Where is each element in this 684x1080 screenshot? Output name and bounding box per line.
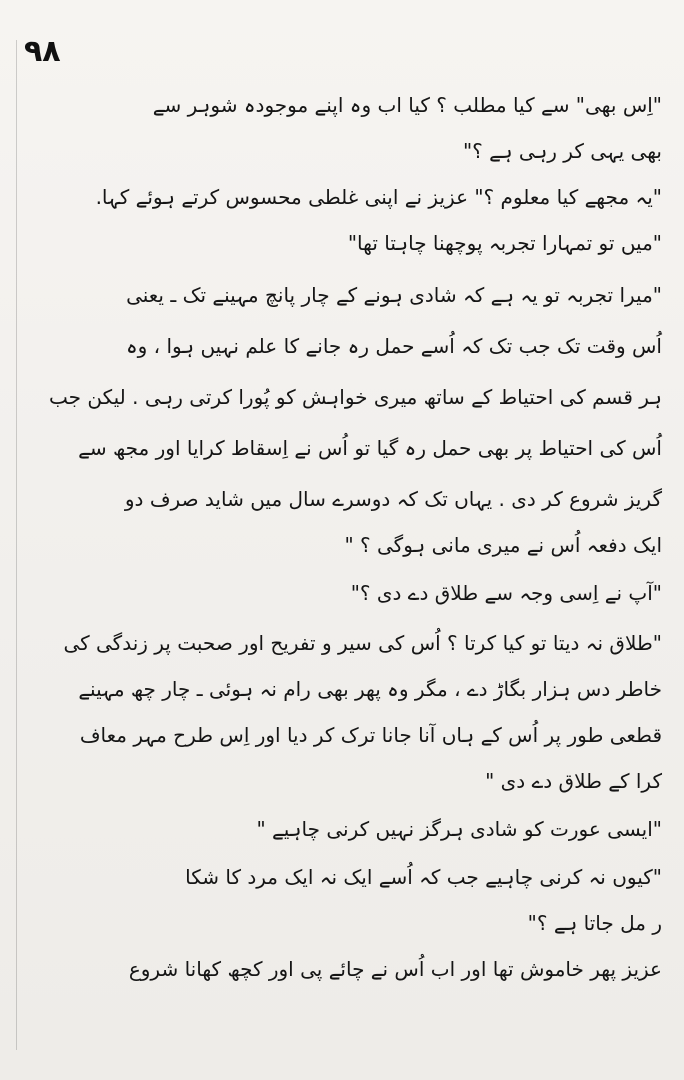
text-line: ایک دفعہ اُس نے میری مانی ہوگی ؟ ": [344, 533, 662, 557]
text-line: ہر قسم کی احتیاط کے ساتھ میری خواہش کو پُورا کرتی رہی . لیکن جب: [48, 385, 662, 409]
text-line: "میرا تجربہ تو یہ ہے کہ شادی ہونے کے چار پانچ مہینے تک ـ یعنی: [126, 283, 662, 307]
text-line: "ایسی عورت کو شادی ہرگز نہیں کرنی چاہیے ": [256, 817, 662, 841]
text-line: "آپ نے اِسی وجہ سے طلاق دے دی ؟": [350, 581, 662, 605]
text-line: اُس وقت تک جب تک کہ اُسے حمل رہ جانے کا علم نہیں ہوا ، وہ: [125, 334, 662, 358]
page-binding-edge: [16, 40, 17, 1050]
text-line: "طلاق نہ دیتا تو کیا کرتا ؟ اُس کی سیر و تفریح اور صحبت پر زندگی کی: [63, 631, 662, 655]
text-line: قطعی طور پر اُس کے ہاں آنا جانا ترک کر دیا اور اِس طرح مہر معاف: [79, 723, 662, 747]
text-line: "یہ مجھے کیا معلوم ؟" عزیز نے اپنی غلطی محسوس کرتے ہوئے کہا.: [95, 185, 662, 209]
text-line: اُس کی احتیاط پر بھی حمل رہ گیا تو اُس نے اِسقاط کرایا اور مجھ سے: [78, 436, 662, 460]
text-line: "میں تو تمہارا تجربہ پوچھنا چاہتا تھا": [347, 231, 662, 255]
text-line: ر مل جاتا ہے ؟": [527, 911, 662, 935]
text-line: کرا کے طلاق دے دی ": [485, 769, 662, 793]
page-number: ۹۸: [24, 34, 61, 69]
text-line: عزیز پھر خاموش تھا اور اب اُس نے چائے پی اور کچھ کھانا شروع: [128, 957, 662, 981]
text-line: بھی یہی کر رہی ہے ؟": [462, 139, 662, 163]
text-line: گریز شروع کر دی . یہاں تک کہ دوسرے سال میں شاید صرف دو: [124, 487, 662, 511]
text-line: خاطر دس ہزار بگاڑ دے ، مگر وہ پھر بھی رام نہ ہوئی ـ چار چھ مہینے: [78, 677, 662, 701]
text-line: "اِس بھی" سے کیا مطلب ؟ کیا اب وہ اپنے موجودہ شوہر سے: [152, 93, 662, 117]
text-line: "کیوں نہ کرنی چاہیے جب کہ اُسے ایک نہ ایک مرد کا شکا: [185, 865, 662, 889]
